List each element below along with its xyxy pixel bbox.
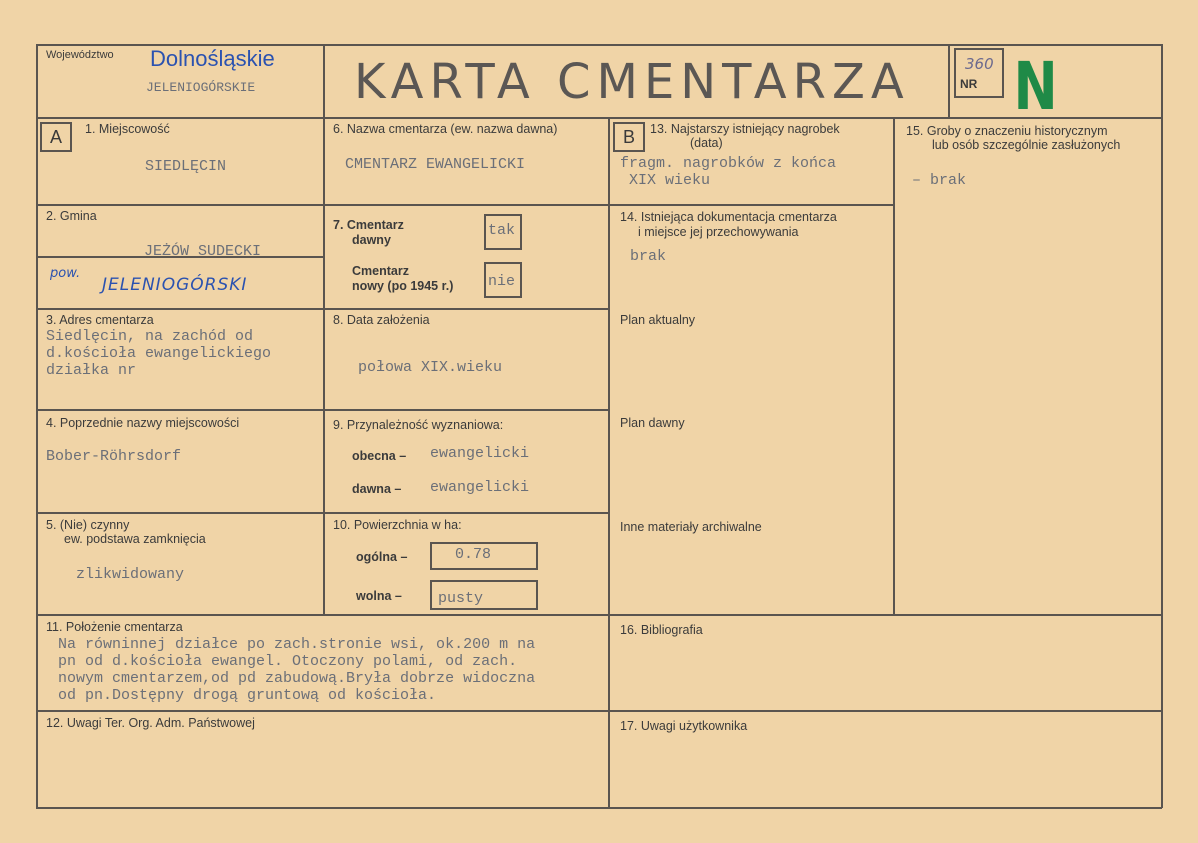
wojewodztwo-value: Dolnośląskie xyxy=(150,46,275,71)
dawna-value: ewangelicki xyxy=(430,479,530,496)
field7-label1b: dawny xyxy=(352,233,391,247)
dawna-label: dawna – xyxy=(352,482,402,496)
field4-value: Bober-Röhrsdorf xyxy=(46,448,182,465)
wojewodztwo-old: JELENIOGÓRSKIE xyxy=(146,80,256,95)
field10-label: 10. Powierzchnia w ha: xyxy=(333,518,462,532)
ogolna-value: 0.78 xyxy=(455,546,492,563)
field2-label: 2. Gmina xyxy=(46,209,97,223)
field11-label: 11. Położenie cmentarza xyxy=(46,620,183,634)
pow-label: pow. xyxy=(50,266,81,281)
obecna-value: ewangelicki xyxy=(430,445,530,462)
field8-label: 8. Data założenia xyxy=(333,313,430,327)
field9-label: 9. Przynależność wyznaniowa: xyxy=(333,418,504,432)
field1-value: SIEDLĘCIN xyxy=(145,158,227,175)
nr-label: NR xyxy=(960,77,978,91)
field6-value: CMENTARZ EWANGELICKI xyxy=(345,156,526,173)
field13-value-line2: XIX wieku xyxy=(620,172,711,189)
obecna-label: obecna – xyxy=(352,449,407,463)
field17-label: 17. Uwagi użytkownika xyxy=(620,719,748,733)
field7-value1: tak xyxy=(488,222,516,239)
field5-label2: ew. podstawa zamknięcia xyxy=(64,532,206,546)
field14-value: brak xyxy=(630,248,667,265)
field15-value: – brak xyxy=(912,172,967,189)
field13-label2: (data) xyxy=(690,136,723,150)
field5-value: zlikwidowany xyxy=(76,566,185,583)
inne-materialy-label: Inne materiały archiwalne xyxy=(620,520,762,534)
pow-value: JELENIOGÓRSKI xyxy=(102,275,248,295)
field15-label2: lub osób szczególnie zasłużonych xyxy=(932,138,1121,152)
nr-number: 360 xyxy=(965,55,994,73)
field3-value-line1: Siedlęcin, na zachód od xyxy=(46,328,254,345)
field7-value2: nie xyxy=(488,273,516,290)
field2-value: JEŻÓW SUDECKI xyxy=(144,243,262,260)
field4-label: 4. Poprzednie nazwy miejscowości xyxy=(46,416,240,430)
field11-line2: pn od d.kościoła ewangel. Otoczony polami, od zach. xyxy=(58,653,518,670)
field6-label: 6. Nazwa cmentarza (ew. nazwa dawna) xyxy=(333,122,558,136)
field3-value-line2: d.kościoła ewangelickiego xyxy=(46,345,272,362)
section-a-marker: A xyxy=(40,122,72,152)
plan-dawny-label: Plan dawny xyxy=(620,416,685,430)
wojewodztwo-label: Województwo xyxy=(46,49,114,61)
section-b-marker: B xyxy=(613,122,645,152)
field13-label1: 13. Najstarszy istniejący nagrobek xyxy=(650,122,840,136)
field13-value-line1: fragm. nagrobków z końca xyxy=(620,155,837,172)
nr-letter: N xyxy=(1013,48,1058,125)
field7-label2a: Cmentarz xyxy=(352,264,409,278)
wolna-label: wolna – xyxy=(356,589,402,603)
field8-value: połowa XIX.wieku xyxy=(358,359,503,376)
field15-label1: 15. Groby o znaczeniu historycznym xyxy=(906,124,1108,138)
ogolna-label: ogólna – xyxy=(356,550,408,564)
field14-label2: i miejsce jej przechowywania xyxy=(638,225,799,239)
field11-line4: od pn.Dostępny drogą gruntową od kościoła. xyxy=(58,687,437,704)
field7-label1a: 7. Cmentarz xyxy=(333,218,404,232)
field7-label2b: nowy (po 1945 r.) xyxy=(352,279,454,293)
plan-aktualny-label: Plan aktualny xyxy=(620,313,696,327)
field5-label1: 5. (Nie) czynny xyxy=(46,518,130,532)
field1-label: 1. Miejscowość xyxy=(85,122,170,136)
field11-line1: Na równinnej działce po zach.stronie wsi, ok.200 m na xyxy=(58,636,536,653)
card-title: KARTA CMENTARZA xyxy=(354,54,910,110)
field14-label1: 14. Istniejąca dokumentacja cmentarza xyxy=(620,210,837,224)
wolna-value: pusty xyxy=(438,590,484,607)
field12-label: 12. Uwagi Ter. Org. Adm. Państwowej xyxy=(46,716,255,730)
field16-label: 16. Bibliografia xyxy=(620,623,703,637)
field3-label: 3. Adres cmentarza xyxy=(46,313,154,327)
field11-line3: nowym cmentarzem,od pd zabudową.Bryła dobrze widoczna xyxy=(58,670,536,687)
field3-value-line3: działka nr xyxy=(46,362,137,379)
